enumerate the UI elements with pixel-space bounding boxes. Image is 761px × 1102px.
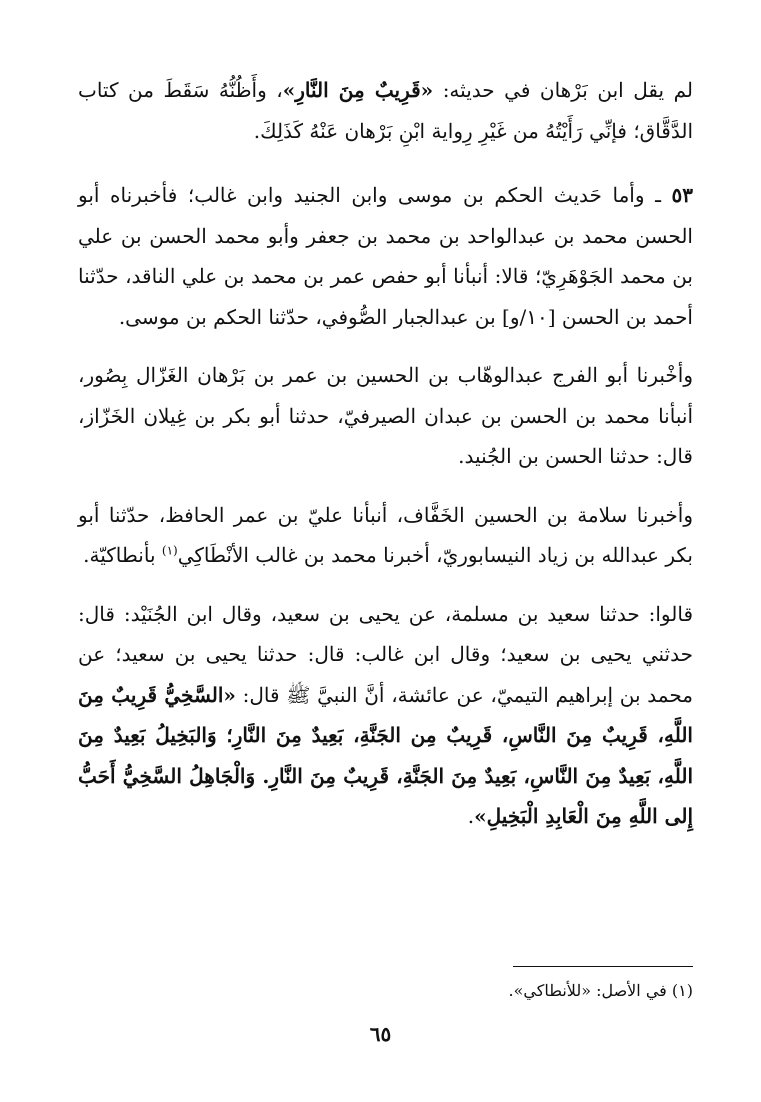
p5-text-c: . xyxy=(467,804,475,828)
p5-text-a: قالوا: حدثنا سعيد بن مسلمة، عن يحيى بن سعيد، وقال ابن الجُنَيْد: قال: حدثني يحيى بن سعيد؛ وقال ابن غالب: قال: حدثنا يحيى بن سعيد؛ عن محمد بن إبراهيم التيميّ، عن عائشة، أنَّ النبيَّ ﷺ قال: xyxy=(78,601,693,707)
footnote-reference: (١) xyxy=(161,543,178,558)
hadith-number: ٥٣ xyxy=(671,183,693,207)
footnote-marker: (١) xyxy=(671,981,693,1000)
p3-text: وأخْبرنا أبو الفرج عبدالوهّاب بن الحسين بن عمر بن بَرْهان الغَزّال بِصُور، أنبأنا محمد بن الحسن بن عبدان الصيرفيّ، حدثنا أبو بكر بن غِيلان الخَزّاز، قال: حدثنا الحسن بن الجُنيد. xyxy=(78,363,693,468)
p4-text-a: وأخبرنا سلامة بن الحسين الخَفَّاف، أنبأنا عليّ بن عمر الحافظ، حدّثنا أبو بكر عبدالله بن زياد النيسابوريّ، أخبرنا محمد بن غالب الأنْطَاكِي xyxy=(78,502,693,567)
paragraph-1 xyxy=(78,70,693,151)
page-number: ٦٥ xyxy=(369,1022,392,1046)
p4-text-b: بأنطاكيّة. xyxy=(83,543,162,567)
p1-text-a: لم يقل ابن بَرْهان في حديثه: xyxy=(433,78,693,102)
paragraph-3 xyxy=(78,355,693,477)
p1-text-c: ، وأَظُنُّهُ سَقَطَ من كتاب الدَّقَّاق؛ فإنِّي رَأَيْتُهُ من غَيْرِ رِواية ابْنِ بَرْهان عَنْهُ كَذَلِكَ. xyxy=(78,78,693,143)
paragraph-5 xyxy=(78,594,693,837)
paragraph-53 xyxy=(78,175,693,337)
footnote-text: في الأصل: «للأنطاكي». xyxy=(508,981,672,1000)
footnote-divider xyxy=(513,966,693,967)
footnote xyxy=(78,978,693,1004)
p2-text: ـ وأما حَديث الحكم بن موسى وابن الجنيد وابن غالب؛ فأخبرناه أبو الحسن محمد بن عبدالواحد بن محمد بن جعفر وأبو محمد الحسن بن علي بن محمد الجَوْهَرِيّ؛ قالا: أنبأنا أبو حفص عمر بن محمد بن علي الناقد، حدّثنا أحمد بن الحسن [١٠/و] بن عبدالجبار الصُّوفي، حدّثنا الحكم بن موسى. xyxy=(78,183,693,329)
p5-hadith-text: «السَّخِيُّ قَرِيبٌ مِنَ اللَّهِ، قَرِيبٌ مِنَ النَّاسِ، قَرِيبٌ مِن الجَنَّةِ، بَعِيدٌ مِنَ النَّارِ؛ وَالبَخِيلُ بَعِيدٌ مِنَ اللَّهِ، بَعِيدٌ مِنَ النَّاسِ، بَعِيدٌ مِنَ الجَنَّةِ، قَرِيبٌ مِنَ النَّارِ. وَالْجَاهِلُ السَّخِيُّ أَحَبُّ إِلى اللَّهِ مِنَ الْعَابِدِ الْبَخِيلِ» xyxy=(78,682,693,828)
paragraph-4 xyxy=(78,495,693,576)
page-body xyxy=(78,70,693,855)
p1-hadith-quote: «قَرِيبٌ مِنَ النَّارِ» xyxy=(282,78,434,102)
